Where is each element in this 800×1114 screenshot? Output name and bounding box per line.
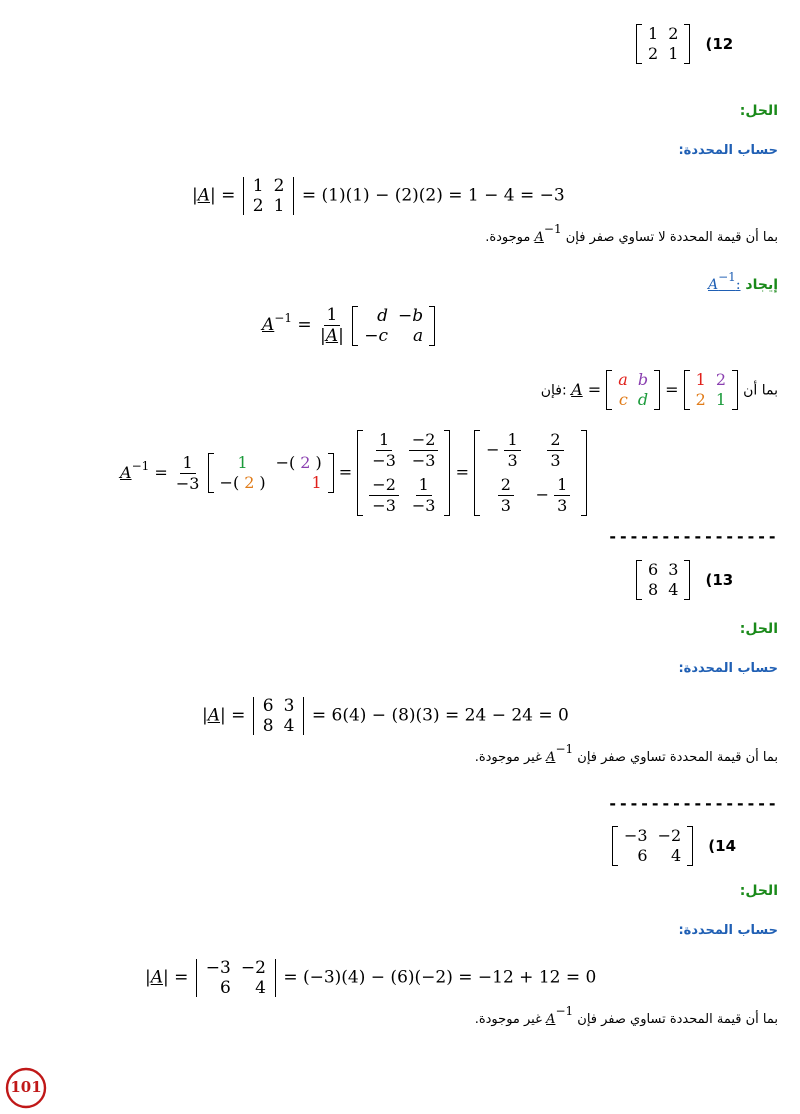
- problem-14-matrix: [612, 826, 693, 866]
- determinant-calc: = (−3)(4) − (6)(−2) = −12 + 12 = 0: [283, 967, 597, 988]
- matrix-cell: 2: [695, 390, 706, 409]
- matrix-cell: 4: [255, 978, 266, 998]
- matrix-cell: 3: [668, 560, 679, 579]
- inverse-general-formula: $A^{-1}$ = $\frac{1}{|A|}$ d −b −c a: [262, 305, 435, 346]
- problem-13-matrix: [636, 560, 690, 600]
- matrix-cell: b: [637, 370, 649, 389]
- matrix-cell: −2: [240, 958, 266, 978]
- existence-note: بما أن قيمة المحددة تساوي صفر فإن A−1 غير موجودة.: [474, 742, 778, 765]
- matrix-cell: 2: [715, 370, 727, 389]
- matrix-cell: 1: [311, 473, 322, 492]
- matrix-cell: 2: [273, 176, 285, 196]
- then-text: فإن:: [540, 382, 567, 399]
- solution-label: الحل:: [739, 621, 778, 637]
- determinant-matrix: [241, 176, 297, 216]
- determinant-matrix: [251, 696, 307, 736]
- determinant-matrix: [194, 958, 278, 998]
- find-inverse-label: إيجاد A−1:: [707, 270, 778, 293]
- matrix-cell: 6: [648, 560, 659, 579]
- separator: ----------------: [607, 794, 778, 813]
- matrix-cell: d: [377, 305, 388, 326]
- matrix-cell: 6: [262, 696, 274, 716]
- note-text: بما أن قيمة المحددة لا تساوي صفر فإن: [565, 230, 778, 245]
- note-text: غير موجودة.: [474, 750, 542, 765]
- determinant-calc: = 6(4) − (8)(3) = 24 − 24 = 0: [311, 705, 569, 726]
- fraction: $\frac{1}{|A|}$: [320, 305, 344, 346]
- matrix-cell: 2: [252, 196, 264, 216]
- note-text: بما أن قيمة المحددة تساوي صفر فإن: [577, 1012, 778, 1027]
- page-number: 101: [10, 1078, 42, 1096]
- existence-note: بما أن قيمة المحددة تساوي صفر فإن A−1 غير موجودة.: [474, 1004, 778, 1027]
- matrix-cell: c: [618, 390, 628, 409]
- fraction-matrix: $\frac{1}{-3}$ $\frac{-2}{-3}$ $\frac{-2}{-3}$ $\frac{1}{-3}$: [357, 430, 450, 516]
- adjugate-matrix: [352, 306, 435, 346]
- matrix-cell: −3: [205, 958, 231, 978]
- symbolic-matrix: [606, 370, 660, 410]
- solution-label: الحل:: [739, 883, 778, 899]
- find-label-text: إيجاد: [745, 277, 778, 293]
- matrix-cell: 3: [283, 696, 295, 716]
- matrix-cell: 1: [715, 390, 727, 409]
- determinant-equation: |A| = 6 3 8 4 = 6(4) − (8)(3) = 24 − 24 = 0: [202, 696, 569, 736]
- solution-label: الحل:: [739, 103, 778, 119]
- matrix-cell: 2: [668, 24, 679, 43]
- matrix-cell: 1: [668, 44, 679, 63]
- matrix-cell: 6: [220, 978, 231, 998]
- inverse-computation: $A^{-1}$ = $\frac{1}{-3}$ 1 −( 2 ) −( 2 ) 1 = $\frac{1}{-3}$ $\frac{-2}{-3}$ $\frac{-2}{-3}$ $\frac{1}{-3}$ = − $\frac{1}{3}$ $\frac{2}{3}$ $\frac{2}{3}$ − $\frac{1}{3}$: [120, 430, 587, 516]
- determinant-label: حساب المحددة:: [678, 923, 778, 938]
- numeric-matrix: [684, 370, 738, 410]
- page-number-badge: [5, 1067, 47, 1109]
- matrix-cell: 1: [252, 176, 264, 196]
- since-text: بما أن: [743, 382, 778, 399]
- determinant-label: حساب المحددة:: [678, 143, 778, 158]
- fraction-den: −3: [175, 473, 200, 493]
- problem-number: (12: [705, 34, 734, 53]
- determinant-equation: |A| = 1 2 2 1 = (1)(1) − (2)(2) = 1 − 4 = −3: [192, 176, 565, 216]
- determinant-calc: = (1)(1) − (2)(2) = 1 − 4 = −3: [301, 185, 565, 206]
- matrix-cell: 8: [648, 580, 659, 599]
- matrix-cell: −b: [397, 305, 424, 326]
- matrix-cell: 4: [671, 846, 682, 865]
- problem-number: (13: [705, 570, 734, 589]
- matrix-cell: 8: [262, 716, 274, 736]
- note-text: غير موجودة.: [474, 1012, 542, 1027]
- matrix-mapping: فإن: A = a b c d = 1 2 2 1 بما أن: [540, 370, 778, 409]
- matrix-cell: 1: [648, 24, 659, 43]
- matrix-cell: 1: [237, 453, 248, 472]
- problem-14-header: [612, 826, 736, 866]
- matrix-cell: 4: [283, 716, 295, 736]
- matrix-cell: −( 2 ): [219, 473, 266, 492]
- matrix-cell: −3: [624, 826, 648, 845]
- matrix-cell: 1: [695, 370, 706, 389]
- note-text: موجودة.: [485, 230, 531, 245]
- matrix-cell: a: [412, 325, 424, 346]
- problem-number: (14: [708, 836, 737, 855]
- fraction: $\frac{1}{-3}$: [173, 453, 203, 494]
- matrix-cell: −2: [657, 826, 682, 845]
- determinant-label: حساب المحددة:: [678, 661, 778, 676]
- result-matrix: − $\frac{1}{3}$ $\frac{2}{3}$ $\frac{2}{3}$ − $\frac{1}{3}$: [474, 430, 587, 516]
- matrix-cell: d: [637, 390, 649, 409]
- problem-12-matrix: [636, 24, 690, 64]
- matrix-cell: −c: [364, 325, 388, 346]
- problem-12-header: [636, 24, 733, 64]
- matrix-cell: 1: [273, 196, 285, 216]
- separator: ----------------: [607, 527, 778, 546]
- matrix-cell: 2: [648, 44, 659, 63]
- determinant-equation: |A| = −3 −2 6 4 = (−3)(4) − (6)(−2) = −12 + 12 = 0: [145, 958, 597, 998]
- matrix-cell: −( 2 ): [275, 453, 322, 472]
- problem-13-header: [636, 560, 733, 600]
- adjugate-numeric-matrix: [208, 453, 334, 493]
- matrix-cell: 4: [668, 580, 679, 599]
- existence-note: بما أن قيمة المحددة لا تساوي صفر فإن A−1 موجودة.: [485, 222, 778, 245]
- note-text: بما أن قيمة المحددة تساوي صفر فإن: [577, 750, 778, 765]
- matrix-cell: 6: [637, 846, 648, 865]
- matrix-cell: a: [618, 370, 628, 389]
